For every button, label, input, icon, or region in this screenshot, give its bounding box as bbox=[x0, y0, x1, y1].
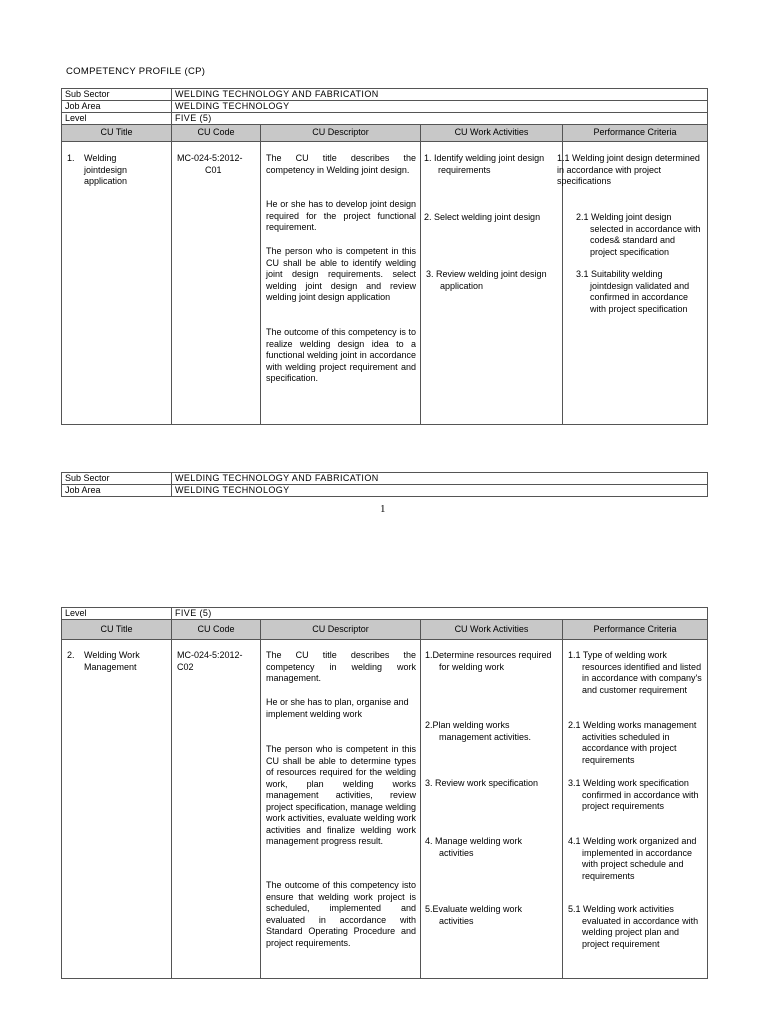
descriptor-paragraph: The outcome of this competency isto ensure that welding work project is scheduled, implemented and evaluated in accordance with Standard Operating Procedure and project requirements. bbox=[266, 880, 416, 948]
sub-sector-row bbox=[62, 473, 708, 485]
cu-code-line: C02 bbox=[177, 661, 194, 672]
cu-code-cell bbox=[172, 640, 261, 979]
performance-criteria-cell bbox=[557, 142, 708, 425]
cu-title-header: CU Title bbox=[62, 125, 172, 142]
work-activity: 1.Determine resources required for welding work bbox=[425, 650, 552, 672]
cu-code-header: CU Code bbox=[172, 620, 261, 640]
performance-criterion: 3.1 Suitability welding jointdesign validated and confirmed in accordance with project specification bbox=[576, 269, 690, 314]
cu-descriptor-cell bbox=[261, 640, 421, 979]
job-area-label: Job Area bbox=[62, 485, 172, 497]
cu-descriptor-header: CU Descriptor bbox=[261, 125, 421, 142]
cu-descriptor-header: CU Descriptor bbox=[261, 620, 421, 640]
performance-criterion: 2.1 Welding joint design selected in accordance with codes& standard and project specification bbox=[576, 212, 701, 257]
column-header-row bbox=[62, 125, 708, 142]
cu-work-activities-header: CU Work Activities bbox=[421, 620, 563, 640]
cu-code-header: CU Code bbox=[172, 125, 261, 142]
job-area-row bbox=[62, 485, 708, 497]
performance-criterion: 4.1 Welding work organized and implemented in accordance with project schedule and requirements bbox=[568, 836, 697, 881]
cu-title-cell bbox=[62, 142, 172, 425]
performance-criterion: 1.1 Type of welding work resources identified and listed in accordance with company's and customer requirement bbox=[568, 650, 702, 695]
descriptor-paragraph: The person who is competent in this CU shall be able to determine types of resources required for the welding work, plan welding works management activities, review project specification, manage welding work activities, evaluate welding work activities and finalize welding work management progress result. bbox=[266, 744, 416, 846]
descriptor-paragraph: He or she has to develop joint design required for the project functional requirement. bbox=[266, 199, 416, 232]
sub-sector-value: WELDING TECHNOLOGY AND FABRICATION bbox=[172, 473, 708, 485]
work-activity: 3. Review work specification bbox=[425, 778, 539, 788]
level-value: FIVE (5) bbox=[172, 608, 708, 620]
cu-title-line: Welding bbox=[84, 153, 117, 163]
performance-criterion: 3.1 Welding work specification confirmed in accordance with project requirements bbox=[568, 778, 699, 811]
descriptor-paragraph: The outcome of this competency is to realize welding design idea to a functional welding joint in accordance with welding project requirement and specification. bbox=[266, 327, 416, 383]
cu-title-header: CU Title bbox=[62, 620, 172, 640]
work-activity: 1. Identify welding joint design requirements bbox=[424, 153, 545, 175]
cu-descriptor-cell bbox=[261, 142, 421, 425]
descriptor-paragraph: The CU title describes the competency in welding work management. bbox=[266, 650, 416, 683]
cu-work-activities-cell bbox=[421, 640, 563, 979]
performance-criterion: 2.1 Welding works management activities scheduled in accordance with project requirements bbox=[568, 720, 697, 765]
work-activity: 3. Review welding joint design application bbox=[426, 269, 547, 291]
cu-code-line: C01 bbox=[205, 164, 222, 175]
cu-code-line: MC-024-5:2012- bbox=[177, 153, 243, 163]
performance-criteria-header: Performance Criteria bbox=[563, 620, 708, 640]
level-value: FIVE (5) bbox=[172, 113, 708, 125]
job-area-value: WELDING TECHNOLOGY bbox=[172, 485, 708, 497]
column-header-row bbox=[62, 620, 708, 640]
sub-sector-label: Sub Sector bbox=[62, 473, 172, 485]
cu-title-line: Welding Work Management bbox=[84, 650, 140, 672]
job-area-value: WELDING TECHNOLOGY bbox=[172, 101, 708, 113]
sub-sector-label: Sub Sector bbox=[62, 89, 172, 101]
sub-sector-row bbox=[62, 89, 708, 101]
cu-title-cell bbox=[62, 640, 172, 979]
performance-criterion: 1.1 Welding joint design determined in accordance with project specifications bbox=[557, 153, 700, 186]
level-row bbox=[62, 608, 708, 620]
performance-criterion: 5.1 Welding work activities evaluated in accordance with welding project plan and project requirement bbox=[568, 904, 699, 949]
level-label: Level bbox=[62, 608, 172, 620]
job-area-row bbox=[62, 101, 708, 113]
cu-title-line: application bbox=[84, 176, 128, 186]
competency-table-1-footer bbox=[61, 472, 708, 497]
cu-code-line: MC-024-5:2012- bbox=[177, 650, 243, 660]
work-activity: 2. Select welding joint design bbox=[424, 212, 541, 222]
cu-work-activities-cell bbox=[421, 142, 563, 425]
competency-table-2 bbox=[61, 607, 708, 979]
work-activity: 5.Evaluate welding work activities bbox=[425, 904, 523, 926]
cu-title-line: jointdesign bbox=[84, 164, 128, 175]
table-row bbox=[62, 142, 708, 425]
job-area-label: Job Area bbox=[62, 101, 172, 113]
cu-work-activities-header: CU Work Activities bbox=[421, 125, 563, 142]
cu-code-cell bbox=[172, 142, 261, 425]
work-activity: 2.Plan welding works management activities. bbox=[425, 720, 532, 742]
level-row bbox=[62, 113, 708, 125]
cu-number: 1. bbox=[67, 153, 75, 163]
work-activity: 4. Manage welding work activities bbox=[425, 836, 523, 858]
performance-criteria-cell bbox=[563, 640, 708, 979]
level-label: Level bbox=[62, 113, 172, 125]
page-number: 1 bbox=[380, 503, 386, 515]
table-row bbox=[62, 640, 708, 979]
document-title: COMPETENCY PROFILE (CP) bbox=[66, 66, 206, 77]
descriptor-paragraph: The person who is competent in this CU shall be able to identify welding joint design requirements. select welding joint design and review welding joint design application bbox=[266, 246, 416, 302]
sub-sector-value: WELDING TECHNOLOGY AND FABRICATION bbox=[172, 89, 708, 101]
descriptor-paragraph: He or she has to plan, organise and implement welding work bbox=[266, 697, 409, 719]
competency-table-1 bbox=[61, 88, 708, 425]
descriptor-paragraph: The CU title describes the competency in Welding joint design. bbox=[266, 153, 416, 175]
cu-number: 2. bbox=[67, 650, 75, 660]
performance-criteria-header: Performance Criteria bbox=[563, 125, 708, 142]
